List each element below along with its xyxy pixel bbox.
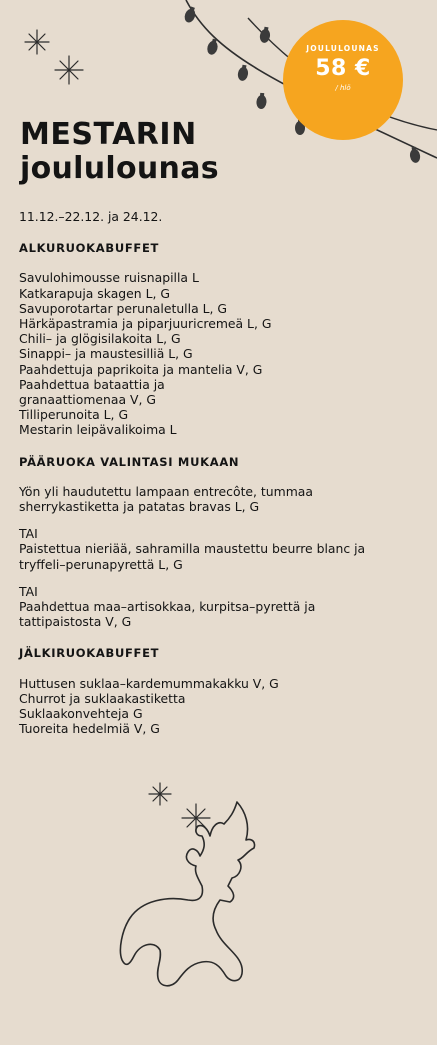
list-item: Huttusen suklaa–kardemummakakku V, G xyxy=(19,675,279,691)
main-option xyxy=(19,584,389,630)
price-amount: 58 € xyxy=(315,56,371,81)
menu-dates: 11.12.–22.12. ja 24.12. xyxy=(19,209,163,224)
list-item: Suklaakonvehteja G xyxy=(19,706,143,722)
starters-list xyxy=(19,270,409,437)
list-item: Tilliperunoita L, G xyxy=(19,407,129,423)
list-item: Tuoreita hedelmiä V, G xyxy=(19,721,160,737)
list-item: Savuporotartar perunaletulla L, G xyxy=(19,300,227,316)
main-option-text: Paistettua nieriää, sahramilla maustettu beurre blanc ja tryffeli–perunapyrettä L, G xyxy=(19,541,366,572)
main-option-text: Paahdettua maa–artisokkaa, kurpitsa–pyrettä ja tattipaistosta V, G xyxy=(19,599,316,630)
main-option-prefix: TAI xyxy=(19,583,38,599)
list-item: Paahdettuja paprikoita ja mantelia V, G xyxy=(19,361,263,377)
mains-heading: PÄÄRUOKA VALINTASI MUKAAN xyxy=(19,454,240,469)
price-badge-label: JOULULOUNAS xyxy=(306,44,380,53)
price-unit: / hlö xyxy=(335,84,351,92)
page-title xyxy=(20,117,219,186)
snowflake-icon xyxy=(25,30,83,84)
list-item: Sinappi– ja maustesilliä L, G xyxy=(19,346,193,362)
list-item: Paahdettua bataattia ja granaattiomenaa V, G xyxy=(19,376,165,408)
main-option-text: Yön yli haudutettu lampaan entrecôte, tummaa sherrykastiketta ja patatas bravas L, G xyxy=(19,483,313,515)
main-option-prefix: TAI xyxy=(19,526,38,542)
menu-content xyxy=(19,209,409,753)
snowflake-icon xyxy=(149,783,210,832)
title-line-2: joululounas xyxy=(20,151,219,186)
desserts-heading: JÄLKIRUOKABUFFET xyxy=(19,646,160,661)
list-item: Mestarin leipävalikoima L xyxy=(19,422,177,438)
main-option xyxy=(19,484,394,514)
list-item: Katkarapuja skagen L, G xyxy=(19,285,170,301)
main-option xyxy=(19,526,399,572)
price-badge xyxy=(283,20,403,140)
list-item: Chili– ja glögisilakoita L, G xyxy=(19,331,181,347)
list-item: Savulohimousse ruisnapilla L xyxy=(19,270,199,286)
list-item: Härkäpastramia ja piparjuuricremeä L, G xyxy=(19,316,272,332)
starters-heading: ALKURUOKABUFFET xyxy=(19,241,160,256)
desserts-list xyxy=(19,676,409,737)
list-item: Churrot ja suklaakastiketta xyxy=(19,690,186,706)
title-line-1: MESTARIN xyxy=(20,117,197,152)
